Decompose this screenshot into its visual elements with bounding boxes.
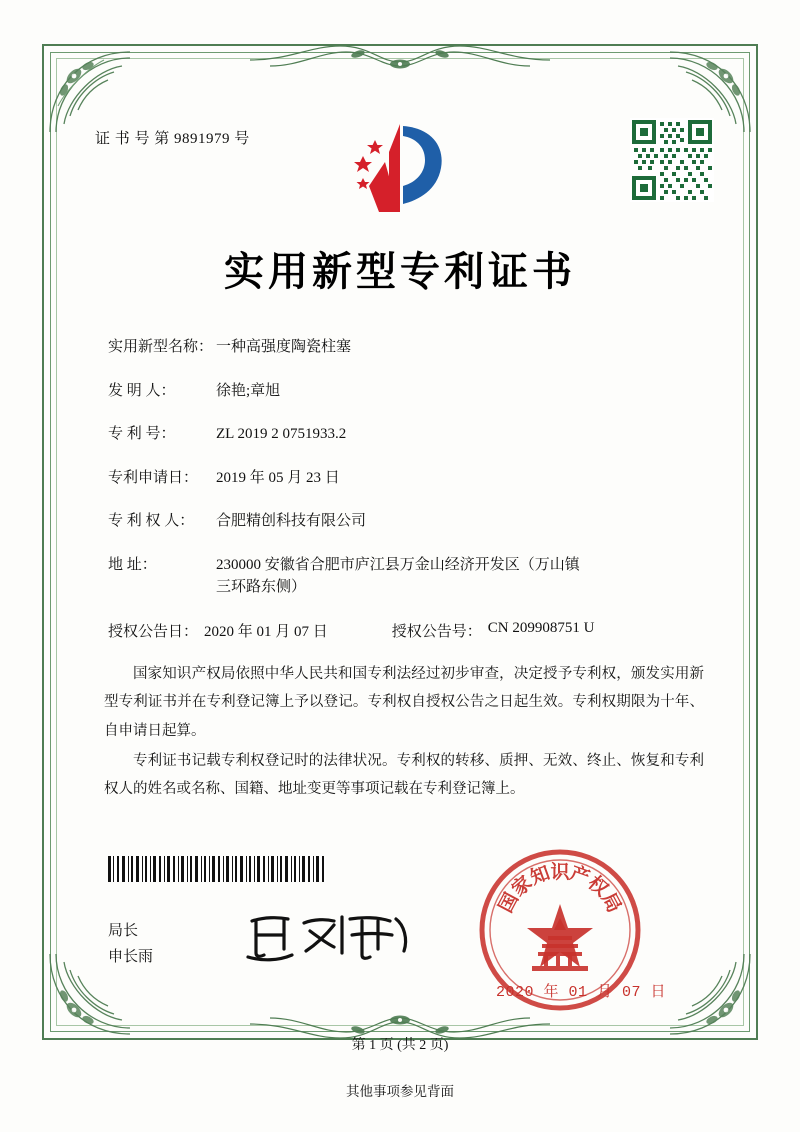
svg-text:权: 权 — [583, 871, 613, 901]
page-number: 第 1 页 (共 2 页) — [351, 1038, 449, 1053]
svg-text:知: 知 — [527, 861, 553, 890]
field-label: 专 利 号： — [108, 426, 176, 442]
field-utility-model-name — [108, 336, 708, 359]
field-label: 专利申请日： — [108, 469, 199, 486]
signature-name: 申长雨 — [108, 949, 154, 966]
footer-note: 其他事项参见背面 — [346, 1084, 454, 1099]
cnipa-logo-icon — [345, 112, 455, 222]
field-patentee — [108, 510, 708, 533]
svg-text:产: 产 — [567, 861, 593, 890]
field-value: 2019 年 05 月 23 日 — [216, 469, 340, 486]
field-label: 地 址： — [108, 556, 157, 573]
field-list — [108, 336, 708, 659]
signature-block — [108, 918, 153, 971]
signature-title: 局长 — [108, 923, 139, 939]
field-value: ZL 2019 2 0751933.2 — [216, 426, 347, 442]
body-text — [104, 660, 704, 805]
qr-code-icon — [630, 118, 714, 202]
field-grant-number — [392, 620, 595, 641]
paragraph-2: 专利证书记载专利权登记时的法律状况。专利权的转移、质押、无效、终止、恢复和专利权人的姓名或名称、国籍、地址变更等事项记载在专利登记簿上。 — [104, 752, 704, 798]
field-patent-number — [108, 423, 708, 446]
svg-text:识: 识 — [550, 861, 570, 883]
field-label: 发 明 人： — [108, 382, 176, 399]
field-value-line2: 三环路东侧） — [216, 579, 307, 595]
certificate-number: 证 书 号 第 9891979 号 — [95, 131, 250, 147]
field-value: CN 209908751 U — [487, 619, 595, 636]
handwritten-signature-icon — [238, 905, 418, 965]
page-title: 实用新型专利证书 — [224, 248, 576, 295]
field-value: 合肥精创科技有限公司 — [216, 513, 367, 529]
corner-ornament-icon — [44, 46, 136, 138]
field-label: 专 利 权 人： — [108, 513, 195, 529]
top-ornament-icon — [250, 40, 550, 76]
field-label: 授权公告号： — [391, 623, 482, 640]
field-value — [216, 554, 708, 599]
svg-text:局: 局 — [597, 889, 626, 917]
field-value: 一种高强度陶瓷柱塞 — [216, 339, 352, 355]
barcode-icon — [108, 856, 326, 882]
svg-text:家: 家 — [507, 871, 537, 901]
corner-ornament-icon — [664, 948, 756, 1040]
field-value: 徐艳;章旭 — [216, 382, 281, 399]
field-value-line1: 230000 安徽省合肥市庐江县万金山经济开发区（万山镇 — [216, 556, 580, 573]
paragraph-1: 国家知识产权局依照中华人民共和国专利法经过初步审查，决定授予专利权，颁发实用新型专利证书并在专利登记簿上予以登记。专利权自授权公告之日起生效。专利权期限为十年、自申请日起算。 — [104, 666, 704, 739]
field-grant-date — [108, 620, 328, 641]
field-label: 实用新型名称： — [108, 339, 214, 355]
seal-date: 2020 年 01 月 07 日 — [496, 984, 667, 1001]
field-address — [108, 554, 708, 599]
field-application-date — [108, 467, 708, 490]
field-label: 授权公告日： — [108, 623, 199, 640]
field-inventor — [108, 380, 708, 403]
field-value: 2020 年 01 月 07 日 — [204, 623, 328, 640]
field-grant-row — [108, 620, 708, 641]
svg-text:国: 国 — [494, 889, 523, 917]
